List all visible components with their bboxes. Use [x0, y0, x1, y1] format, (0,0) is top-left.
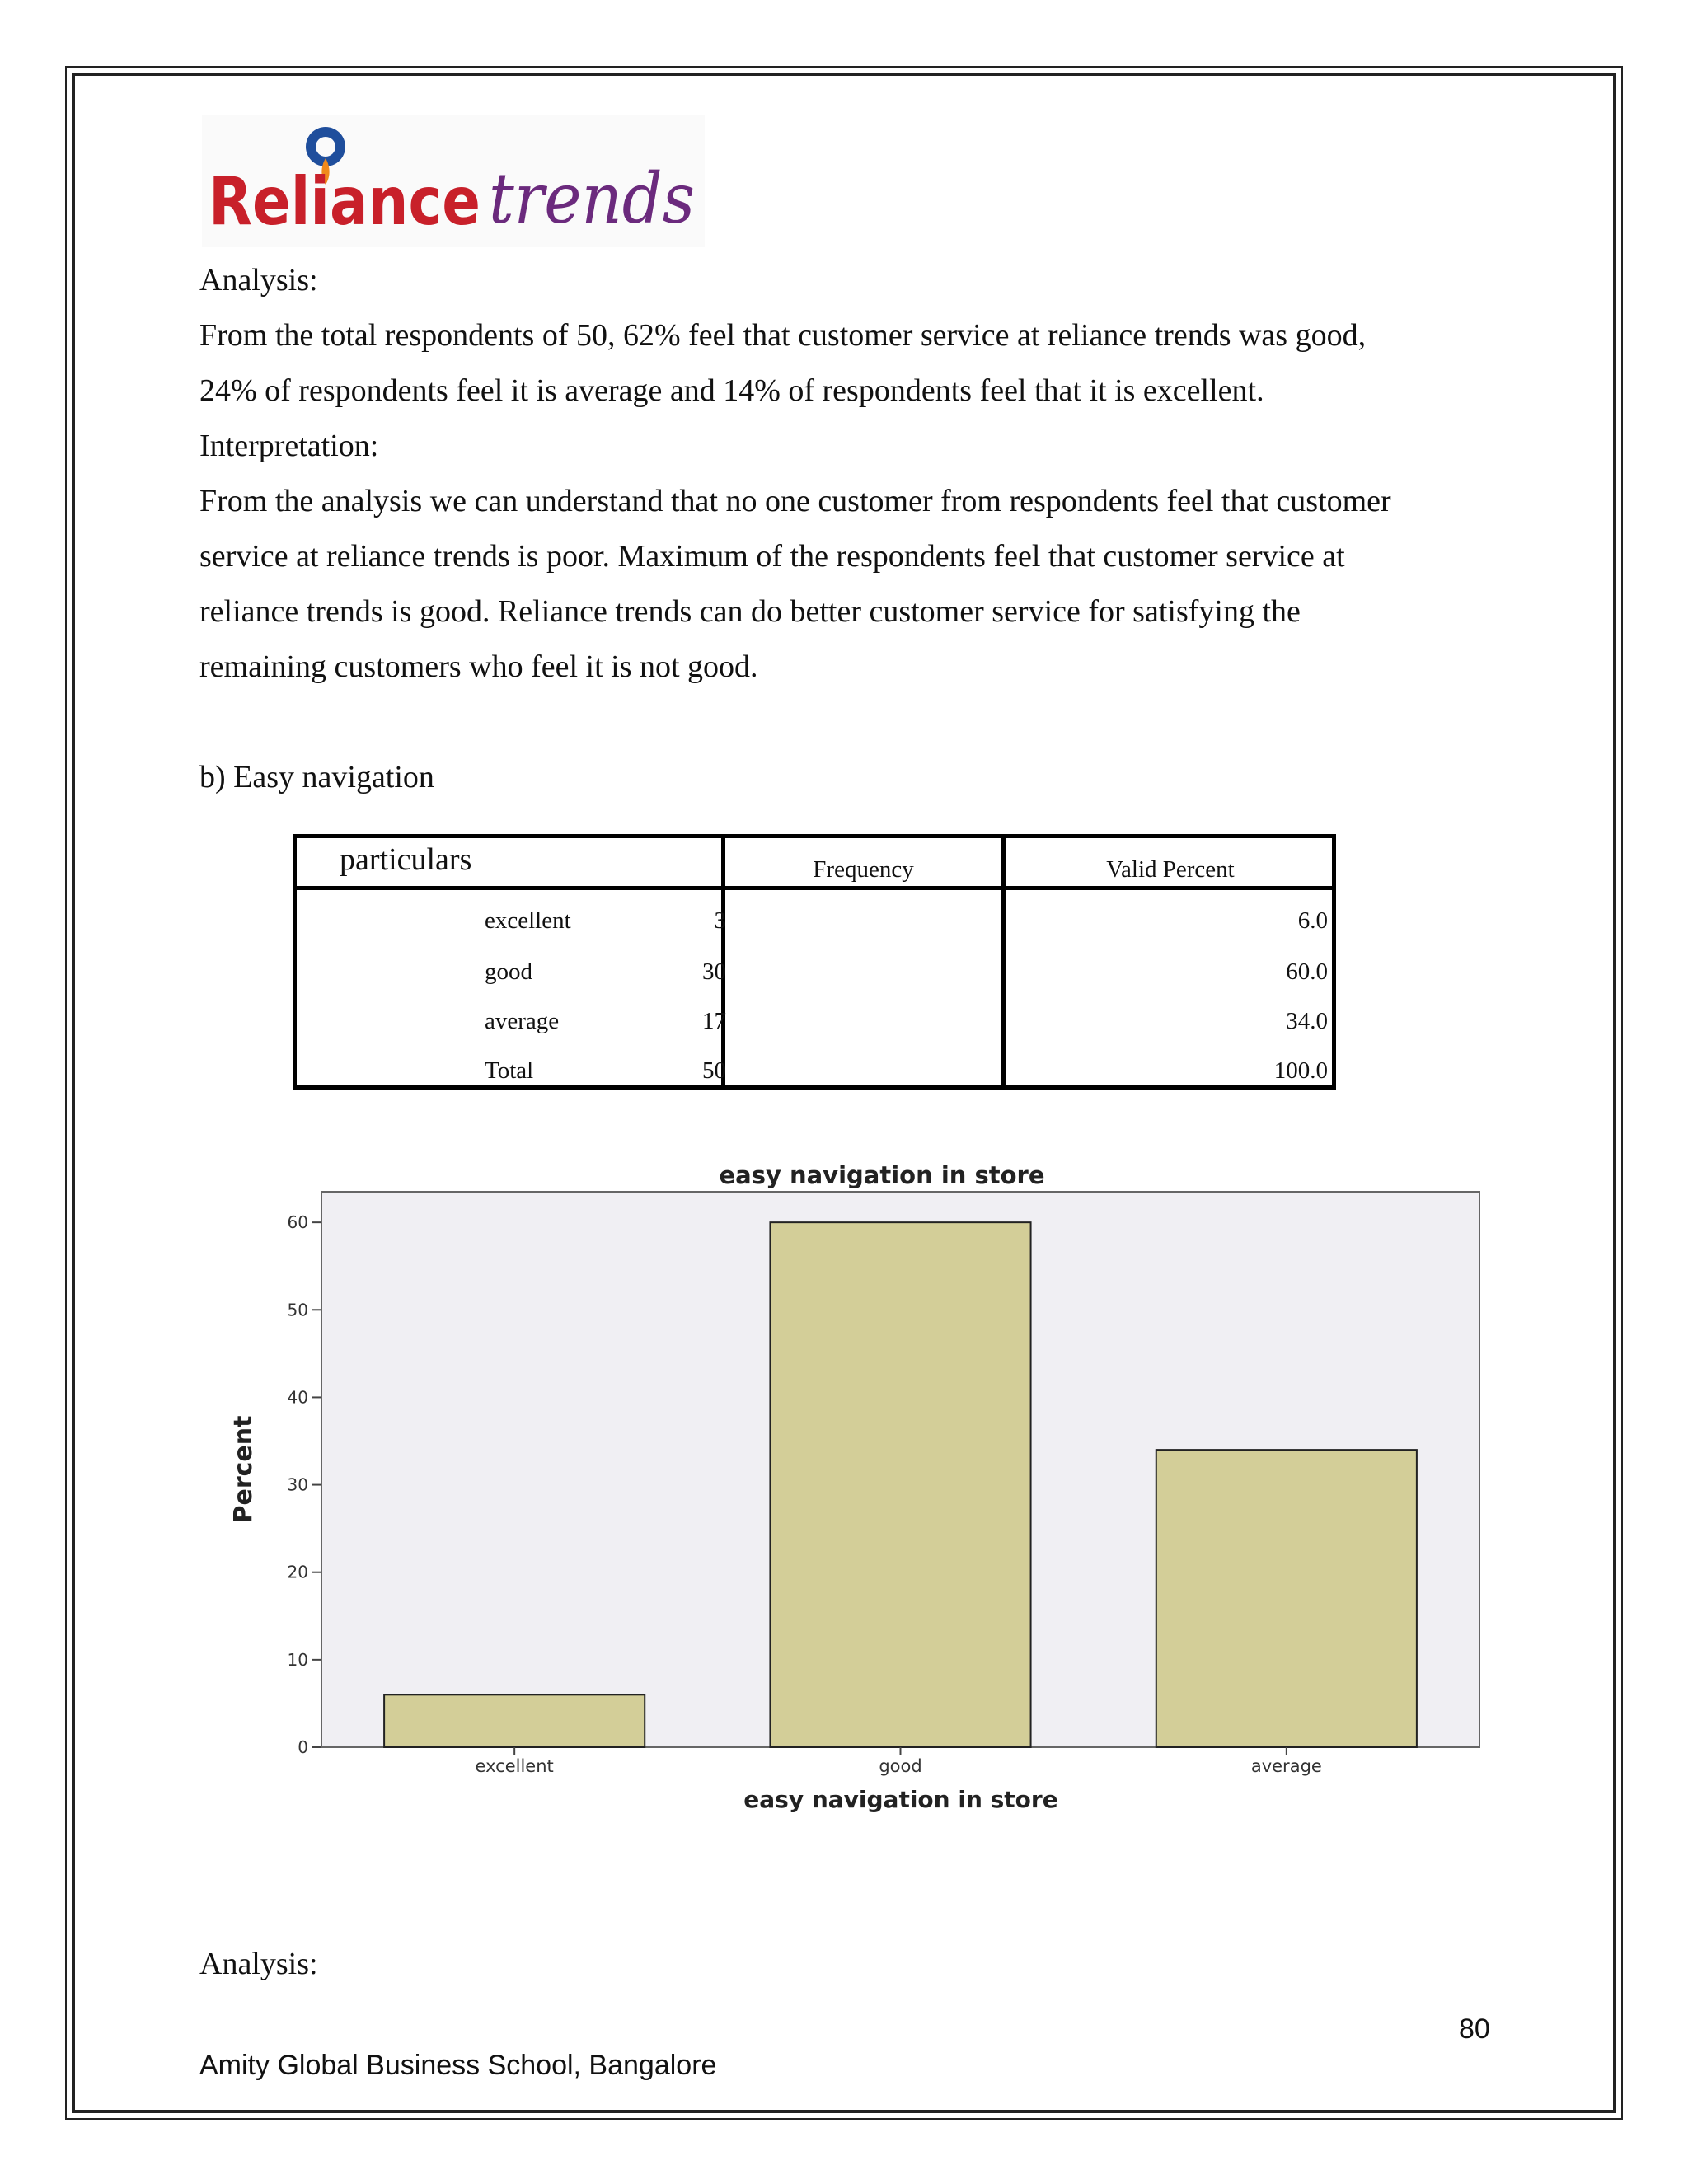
- analysis-line-2: 24% of respondents feel it is average and 14% of respondents feel that it is excellent.: [199, 373, 1264, 408]
- interpretation-heading: Interpretation:: [199, 429, 379, 463]
- logo-script-word: trends: [489, 158, 695, 239]
- row-frequency: 3: [714, 907, 726, 934]
- row-frequency: 50: [702, 1057, 726, 1084]
- table-header-particulars: particulars: [340, 842, 472, 877]
- interpretation-line-1: From the analysis we can understand that no one customer from respondents feel that customer: [199, 484, 1391, 518]
- table-header-frequency: Frequency: [813, 856, 914, 883]
- analysis-heading-1: Analysis:: [199, 263, 318, 298]
- row-label: excellent: [485, 907, 571, 934]
- row-frequency: 30: [702, 958, 726, 985]
- y-tick-label: 30: [287, 1474, 308, 1495]
- y-tick-label: 40: [287, 1387, 308, 1408]
- chart-xlabel: easy navigation in store: [743, 1786, 1058, 1813]
- chart-title: easy navigation in store: [719, 1161, 1045, 1189]
- bar-good: [770, 1222, 1030, 1747]
- x-tick-label: good: [879, 1756, 922, 1776]
- row-percent: 34.0: [1286, 1008, 1328, 1034]
- y-tick-label: 20: [287, 1562, 308, 1582]
- interpretation-line-3: reliance trends is good. Reliance trends can do better customer service for satisfying the: [199, 594, 1301, 629]
- y-tick-label: 50: [287, 1300, 308, 1320]
- row-label: good: [485, 958, 532, 985]
- reliance-trends-logo: [202, 115, 705, 247]
- bar-excellent: [384, 1694, 645, 1747]
- table-header-valid-percent: Valid Percent: [1106, 856, 1235, 883]
- bar-average: [1156, 1450, 1417, 1747]
- row-percent: 100.0: [1273, 1057, 1328, 1084]
- footer-school-name: Amity Global Business School, Bangalore: [199, 2050, 717, 2081]
- section-title-easy-navigation: b) Easy navigation: [199, 760, 434, 794]
- logo-brand-word: Reliance: [209, 163, 481, 240]
- analysis-line-1: From the total respondents of 50, 62% feel that customer service at reliance trends was good,: [199, 318, 1367, 353]
- chart-ylabel: Percent: [229, 1415, 258, 1524]
- interpretation-line-2: service at reliance trends is poor. Maximum of the respondents feel that customer service at: [199, 539, 1345, 574]
- y-tick-label: 10: [287, 1649, 308, 1670]
- bar-chart-easy-navigation: [223, 1154, 1492, 1830]
- frequency-table: [293, 834, 1336, 1090]
- x-tick-label: average: [1250, 1756, 1322, 1776]
- x-tick-label: excellent: [475, 1756, 554, 1776]
- row-frequency: 17: [702, 1008, 726, 1034]
- row-percent: 60.0: [1286, 958, 1328, 985]
- chart-svg: [223, 1154, 1492, 1830]
- analysis-heading-2: Analysis:: [199, 1947, 318, 1981]
- row-percent: 6.0: [1297, 907, 1328, 934]
- page-number: 80: [1459, 2013, 1490, 2045]
- row-label: average: [485, 1008, 560, 1034]
- y-tick-label: 0: [298, 1737, 308, 1757]
- y-tick-label: 60: [287, 1212, 308, 1233]
- interpretation-line-4: remaining customers who feel it is not good.: [199, 649, 758, 684]
- row-label: Total: [485, 1057, 534, 1084]
